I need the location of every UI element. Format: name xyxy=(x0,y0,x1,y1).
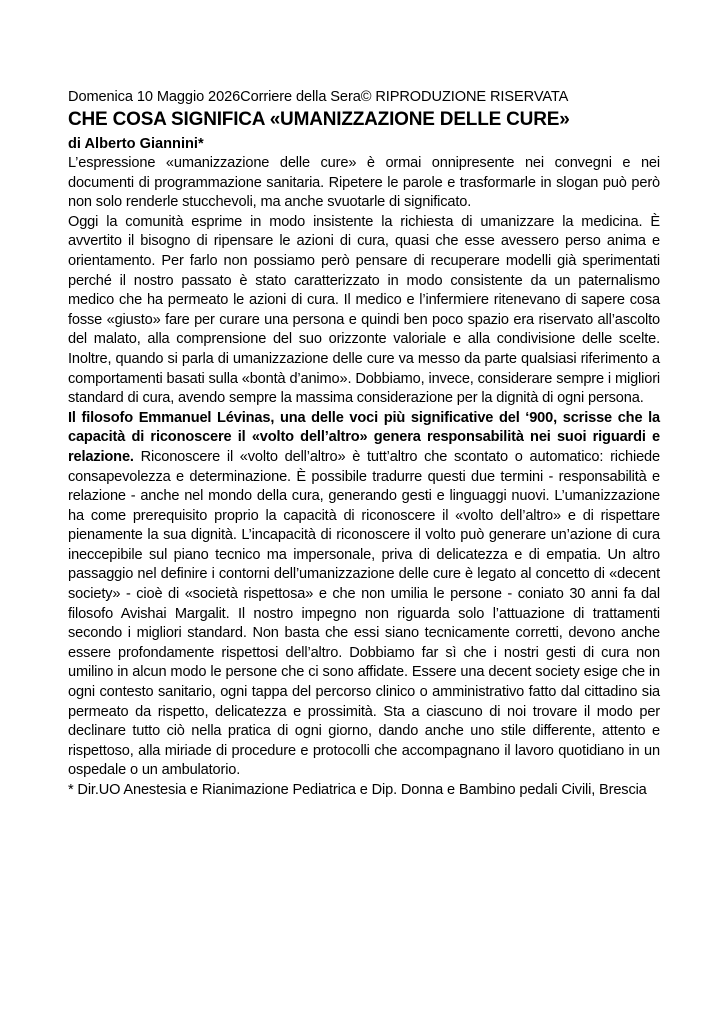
paragraph-body: Oggi la comunità esprime in modo insistente la richiesta di umanizzare la medicina. È avvertito il bisogno di ripensare le azioni di cura, quasi che esse avessero perso anima e orientamento. Per farlo non possiamo però pensare di recuperare modelli già sperimentati perché il nostro passato è stato caratterizzato in modo consistente da un paternalismo medico che ha permeato le azioni di cura. Il medico e l’infermiere ritenevano di sapere cosa fosse «giusto» fare per curare una persona e quindi ben poco spazio era riservato all’ascolto del malato, alla comprensione del suo orizzonte valoriale e alla condivisione delle scelte. Inoltre, quando si parla di umanizzazione delle cure va messo da parte qualsiasi riferimento a comportamenti basati sulla «bontà d’animo». Dobbiamo, invece, considerare sempre i migliori standard di cura, avendo sempre la massima considerazione per la dignità di ogni persona. xyxy=(68,213,660,407)
header-copyright: © RIPRODUZIONE RISERVATA xyxy=(360,89,569,105)
article-author: di Alberto Giannini* xyxy=(68,136,204,152)
paragraph-intro: L’espressione «umanizzazione delle cure» è ormai onnipresente nei convegni e nei documenti di programmazione sanitaria. Ripetere le parole e trasformarle in slogan può però non solo renderle stucchevoli, ma anche svuotarle di significato. xyxy=(68,155,660,211)
header-date: Domenica 10 Maggio 2026 xyxy=(68,89,241,105)
paragraph-levinas-lead: Il filosofo Emmanuel Lévinas, una delle voci più significative del ‘900, scrisse che la capacità di riconoscere il «volto dell’altro» genera responsabilità nei suoi riguardi e relazione. xyxy=(68,409,660,465)
author-footnote: * Dir.UO Anestesia e Rianimazione Pediatrica e Dip. Donna e Bambino pedali Civili, Brescia xyxy=(68,782,647,798)
header-line xyxy=(68,88,660,106)
article-title: CHE COSA SIGNIFICA «UMANIZZAZIONE DELLE CURE» xyxy=(68,109,570,130)
paragraph-levinas xyxy=(68,409,660,781)
header-source: Corriere della Sera xyxy=(240,89,361,105)
paragraph-levinas-text: Riconoscere il «volto dell’altro» è tutt’altro che scontato o automatico: richiede consapevolezza e determinazione. È possibile tradurre questi due termini - responsabilità e relazione - anche nel mondo della cura, generando gesti e linguaggi nuovi. L’umanizzazione ha come prerequisito proprio la capacità di riconoscere il «volto dell’altro» e di rispettare pienamente la sua dignità. L’incapacità di riconoscere il volto può generare un’azione di cura ineccepibile sul piano tecnico ma impersonale, priva di delicatezza e di empatia. Un altro passaggio nel definire i contorni dell’umanizzazione delle cure è legato al concetto di «decent society» - cioè di «società rispettosa» e che non umilia le persone - coniato 30 anni fa dal filosofo Avishai Margalit. Il nostro impegno non riguarda solo l’attuazione di trattamenti secondo i migliori standard. Non basta che essi siano tecnicamente corretti, devono anche essere profondamente rispettosi dell’altro. Dobbiamo far sì che i nostri gesti di cura non umilino in alcun modo le persone che ci sono affidate. Essere una decent society esige che in ogni contesto sanitario, ogni tappa del percorso clinico o amministrativo fatto dal cittadino sia permeato da rispetto, delicatezza e prossimità. Sta a ciascuno di noi trovare il modo per declinare tutto ciò nella pratica di ogni giorno, dando anche uno stile differente, attento e rispettoso, alla miriade di procedure e protocolli che accompagnano il lavoro quotidiano in un ospedale o un ambulatorio. xyxy=(68,448,660,779)
